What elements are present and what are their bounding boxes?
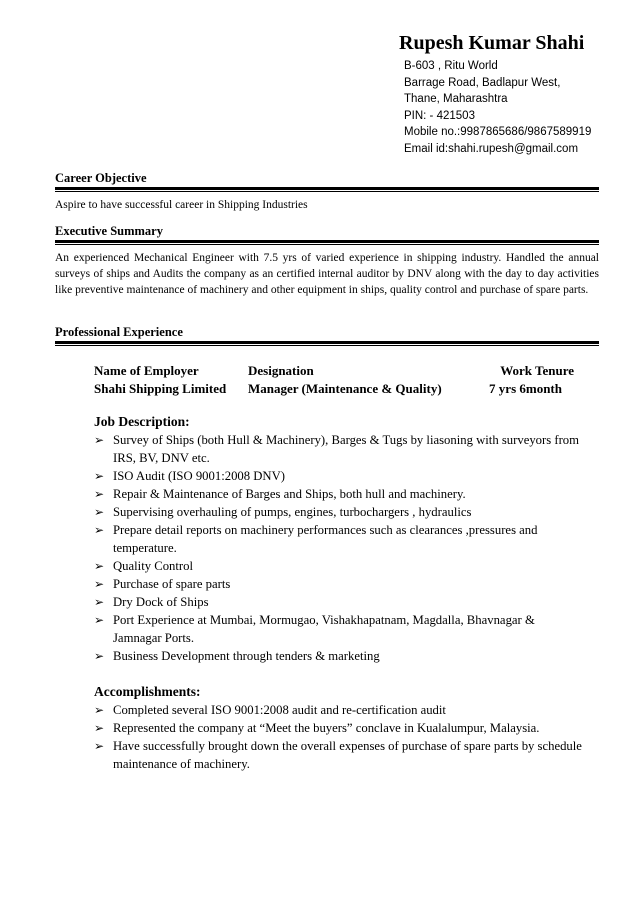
- experience-header-row: [94, 363, 594, 381]
- arrow-bullet-icon: ➢: [94, 577, 105, 591]
- list-item: [94, 611, 586, 647]
- list-item: [94, 701, 586, 719]
- pin-code: PIN: - 421503: [404, 109, 475, 122]
- arrow-bullet-icon: ➢: [94, 523, 105, 537]
- email-address: Email id:shahi.rupesh@gmail.com: [404, 142, 579, 155]
- accomplishments-list: [94, 701, 586, 773]
- candidate-name: Rupesh Kumar Shahi: [399, 32, 585, 54]
- accomplishments-title: Accomplishments:: [94, 684, 201, 699]
- list-item: [94, 719, 586, 737]
- arrow-bullet-icon: ➢: [94, 613, 105, 627]
- list-item-text: Purchase of spare parts: [113, 577, 231, 591]
- list-item: [94, 521, 586, 557]
- employer-name: Shahi Shipping Limited: [94, 381, 227, 396]
- list-item-text: Represented the company at “Meet the buyers” conclave in Kualalumpur, Malaysia.: [113, 721, 540, 735]
- arrow-bullet-icon: ➢: [94, 649, 105, 663]
- employer-header: Name of Employer: [94, 363, 199, 378]
- tenure-header: Work Tenure: [500, 363, 574, 378]
- arrow-bullet-icon: ➢: [94, 703, 105, 717]
- section-divider: [55, 341, 599, 346]
- list-item-text: Port Experience at Mumbai, Mormugao, Vishakhapatnam, Magdalla, Bhavnagar & Jamnagar Ports.: [113, 613, 535, 645]
- arrow-bullet-icon: ➢: [94, 739, 105, 753]
- professional-experience-section: [55, 325, 599, 346]
- list-item: [94, 647, 586, 665]
- list-item: [94, 503, 586, 521]
- executive-summary-section: [55, 224, 599, 298]
- section-title: Professional Experience: [55, 325, 183, 339]
- arrow-bullet-icon: ➢: [94, 721, 105, 735]
- section-title: Executive Summary: [55, 224, 163, 238]
- job-description-title: Job Description:: [94, 414, 190, 429]
- mobile-number: Mobile no.:9987865686/9867589919: [404, 126, 592, 138]
- designation-value: Manager (Maintenance & Quality): [248, 381, 442, 396]
- list-item: [94, 737, 586, 773]
- list-item-text: Business Development through tenders & marketing: [113, 649, 380, 663]
- executive-summary-text: An experienced Mechanical Engineer with 7.5 yrs of varied experience in shipping industry. Handled the annual surveys of ships and Audits the company as an certified internal auditor by DNV along with the day to day activities like preventive maintenance of machinery and other equipment in ships, quality control and purchase of spare parts.: [55, 252, 599, 296]
- list-item-text: Survey of Ships (both Hull & Machinery), Barges & Tugs by liasoning with surveyors from IRS, BV, DNV etc.: [113, 433, 580, 465]
- list-item-text: Have successfully brought down the overall expenses of purchase of spare parts by schedule maintenance of machinery.: [113, 739, 582, 771]
- section-divider: [55, 187, 599, 192]
- list-item: [94, 467, 586, 485]
- list-item: [94, 431, 586, 467]
- list-item: [94, 575, 586, 593]
- arrow-bullet-icon: ➢: [94, 505, 105, 519]
- experience-row: [94, 381, 594, 399]
- career-objective-section: [55, 171, 599, 213]
- list-item: [94, 485, 586, 503]
- address-line-3: Thane, Maharashtra: [404, 93, 508, 105]
- tenure-value: 7 yrs 6month: [489, 381, 562, 396]
- section-divider: [55, 240, 599, 245]
- designation-header: Designation: [248, 363, 314, 378]
- list-item: [94, 557, 586, 575]
- experience-table: [94, 363, 594, 399]
- career-objective-text: Aspire to have successful career in Shipping Industries: [55, 199, 308, 211]
- job-description-block: [94, 413, 586, 665]
- arrow-bullet-icon: ➢: [94, 469, 105, 483]
- section-title: Career Objective: [55, 171, 147, 185]
- list-item-text: Dry Dock of Ships: [113, 595, 209, 609]
- list-item-text: Quality Control: [113, 559, 193, 573]
- list-item: [94, 593, 586, 611]
- job-description-list: [94, 431, 586, 665]
- arrow-bullet-icon: ➢: [94, 433, 105, 447]
- contact-header: [399, 30, 629, 157]
- list-item-text: Prepare detail reports on machinery performances such as clearances ,pressures and temperature.: [113, 523, 538, 555]
- address-line-2: Barrage Road, Badlapur West,: [404, 76, 561, 89]
- arrow-bullet-icon: ➢: [94, 559, 105, 573]
- arrow-bullet-icon: ➢: [94, 595, 105, 609]
- accomplishments-block: [94, 683, 586, 773]
- list-item-text: Repair & Maintenance of Barges and Ships, both hull and machinery.: [113, 487, 466, 501]
- list-item-text: Completed several ISO 9001:2008 audit and re-certification audit: [113, 703, 446, 717]
- list-item-text: ISO Audit (ISO 9001:2008 DNV): [113, 469, 285, 483]
- address-line-1: B-603 , Ritu World: [404, 60, 498, 72]
- list-item-text: Supervising overhauling of pumps, engines, turbochargers , hydraulics: [113, 505, 472, 519]
- arrow-bullet-icon: ➢: [94, 487, 105, 501]
